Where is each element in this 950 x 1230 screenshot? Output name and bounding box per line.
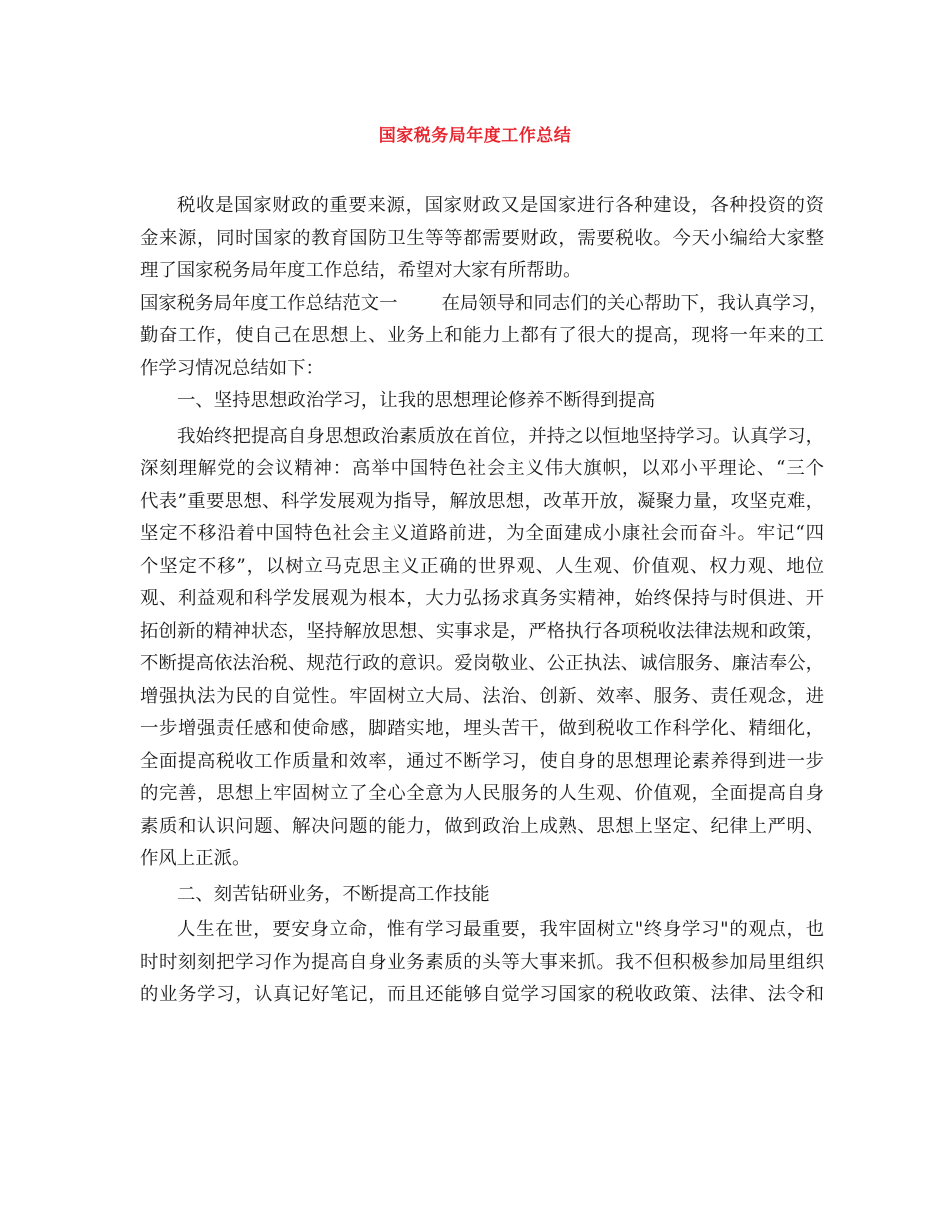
text-line: 的完善，思想上牢固树立了全心全意为人民服务的人生观、价值观，全面提高自身 [140, 783, 824, 804]
text-line: 深刻理解党的会议精神：高举中国特色社会主义伟大旗帜，以邓小平理论、“三个 [140, 458, 824, 479]
section-2-heading: 二、刻苦钻研业务，不断提高工作技能 [177, 883, 490, 905]
section-1 [140, 385, 824, 876]
text-line: 代表”重要思想、科学发展观为指导，解放思想，改革开放，凝聚力量，攻坚克难， [140, 490, 824, 512]
text-line: 个坚定不移”，以树立马克思主义正确的世界观、人生观、价值观、权力观、地位 [140, 555, 824, 577]
sample-lead: 在局领导和同志们的关心帮助下，我认真学习， [441, 292, 828, 314]
text-line: 观、利益观和科学发展观为根本，大力弘扬求真务实精神，始终保持与时俱进、开 [140, 588, 824, 609]
text-line: 的业务学习，认真记好笔记，而且还能够自觉学习国家的税收政策、法律、法令和 [140, 984, 824, 1005]
text-line: 增强执法为民的自觉性。牢固树立大局、法治、创新、效率、服务、责任观念，进 [140, 685, 824, 707]
text-line: 作风上正派。 [140, 848, 251, 869]
text-line: 坚定不移沿着中国特色社会主义道路前进，为全面建成小康社会而奋斗。牢记“四 [140, 523, 824, 544]
text-line: 人生在世，要安身立命，惟有学习最重要，我牢固树立"终身学习"的观点，也 [177, 919, 824, 940]
text-line: 不断提高依法治税、规范行政的意识。爱岗敬业、公正执法、诚信服务、廉洁奉公， [140, 653, 824, 674]
document-body [140, 190, 828, 1012]
text-line: 税收是国家财政的重要来源，国家财政又是国家进行各种建设，各种投资的资 [177, 195, 824, 216]
text-line: 全面提高税收工作质量和效率，通过不断学习，使自身的思想理论素养得到进一步 [140, 750, 824, 772]
text-line [140, 288, 828, 321]
text-line: 我始终把提高自身思想政治素质放在首位，并持之以恒地坚持学习。认真学习， [177, 425, 824, 447]
section-1-heading: 一、坚持思想政治学习，让我的思想理论修养不断得到提高 [177, 390, 656, 411]
sample-paragraph [140, 288, 828, 386]
text-line: 一步增强责任感和使命感，脚踏实地，埋头苦干，做到税收工作科学化、精细化， [140, 718, 824, 739]
text-line: 勤奋工作，使自己在思想上、业务上和能力上都有了很大的提高，现将一年来的工 [140, 325, 824, 346]
intro-paragraph [140, 190, 824, 288]
text-line: 金来源，同时国家的教育国防卫生等等都需要财政，需要税收。今天小编给大家整 [140, 227, 824, 249]
text-line: 作学习情况总结如下： [140, 357, 324, 379]
sample-heading: 国家税务局年度工作总结范文一 [140, 292, 398, 314]
document-title: 国家税务局年度工作总结 [378, 126, 572, 146]
text-line: 时时刻刻把学习作为提高自身业务素质的头等大事来抓。我不但积极参加局里组织 [140, 951, 824, 973]
text-line: 理了国家税务局年度工作总结，希望对大家有所帮助。 [140, 260, 582, 281]
section-2 [140, 879, 824, 1012]
text-line: 拓创新的精神状态，坚持解放思想、实事求是，严格执行各项税收法律法规和政策， [140, 620, 824, 642]
text-line: 素质和认识问题、解决问题的能力，做到政治上成熟、思想上坚定、纪律上严明、 [140, 815, 824, 837]
